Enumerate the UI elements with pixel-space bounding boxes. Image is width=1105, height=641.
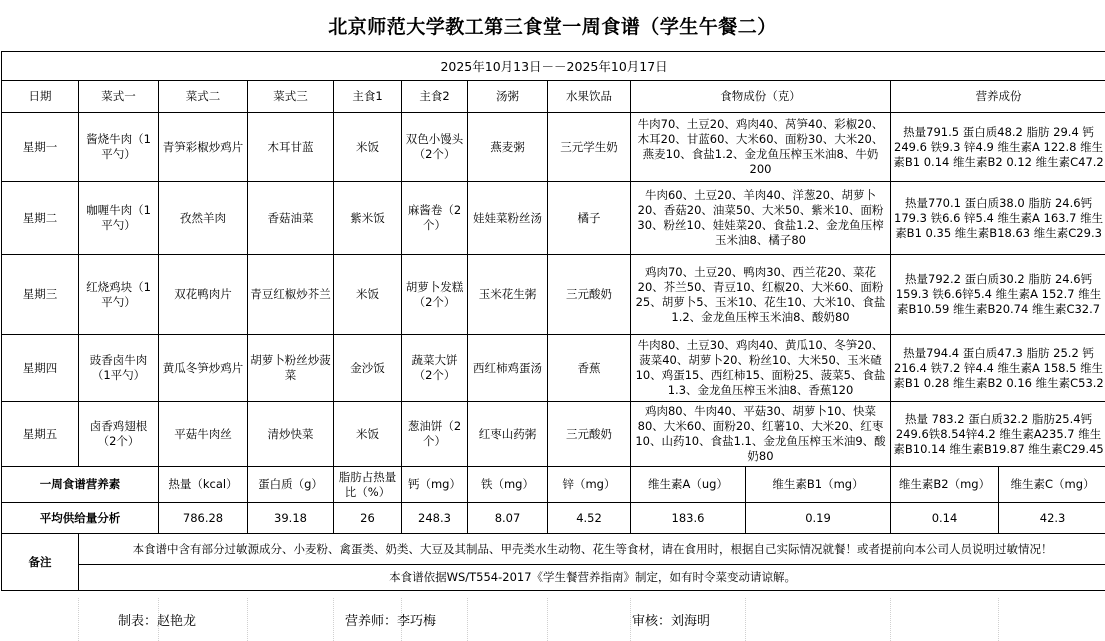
average-value: 42.3 [999, 503, 1105, 534]
ingredients: 鸡肉70、土豆20、鸭肉30、西兰花20、菜花20、芥兰50、青豆10、红椒20、大米60、面粉25、胡萝卜5、玉米10、花生10、大米10、食盐1.2、金龙鱼压榨玉米油8、酸奶80 [631, 255, 891, 335]
average-value: 4.52 [548, 503, 631, 534]
dish3: 香菇油菜 [248, 182, 334, 255]
footer-reviewer: 审核：刘海明 [632, 614, 711, 629]
footer-maker: 制表：赵艳龙 [118, 614, 197, 629]
header-dish1: 菜式一 [79, 81, 159, 113]
day-row [2, 182, 1105, 255]
dish1: 豉香卤牛肉（1平勺） [79, 335, 159, 402]
dish2: 平菇牛肉丝 [159, 402, 248, 467]
dish1: 卤香鸡翅根（2个） [79, 402, 159, 467]
dish1: 咖喱牛肉（1平勺） [79, 182, 159, 255]
nutrition: 热量791.5 蛋白质48.2 脂肪 29.4 钙249.6 铁9.3 锌4.9 维生素A 122.8 维生素B1 0.14 维生素B2 0.12 维生素C47.2 [891, 113, 1105, 182]
dish2: 双花鸭肉片 [159, 255, 248, 335]
nutrient-header: 锌（mg） [548, 467, 631, 503]
nutrient-header: 维生素B1（mg） [746, 467, 891, 503]
header-staple2: 主食2 [402, 81, 468, 113]
average-value: 0.19 [746, 503, 891, 534]
notes-row [2, 534, 1105, 565]
soup: 玉米花生粥 [468, 255, 548, 335]
dish1: 酱烧牛肉（1平勺） [79, 113, 159, 182]
date-range-row [2, 52, 1105, 81]
footer [0, 598, 1105, 641]
staple1: 金沙饭 [334, 335, 402, 402]
staple2: 葱油饼（2个） [402, 402, 468, 467]
notes-allergen: 本食谱中含有部分过敏源成分、小麦粉、禽蛋类、奶类、大豆及其制品、甲壳类水生动物、花生等食材，请在食用时，根据自己实际情况就餐！或者提前向本公司人员说明过敏情况！ [79, 534, 1105, 565]
header-staple1: 主食1 [334, 81, 402, 113]
ingredients: 牛肉70、土豆20、鸡肉40、莴笋40、彩椒20、木耳20、甘蓝60、大米60、面粉30、大米20、燕麦10、食盐1.2、金龙鱼压榨玉米油8、牛奶200 [631, 113, 891, 182]
average-label: 平均供给量分析 [2, 503, 159, 534]
staple1: 紫米饭 [334, 182, 402, 255]
header-row [2, 81, 1105, 113]
header-dish2: 菜式二 [159, 81, 248, 113]
fruit: 橘子 [548, 182, 631, 255]
day-row [2, 113, 1105, 182]
footer-dietitian: 营养师：李巧梅 [345, 614, 437, 629]
day-label: 星期四 [2, 335, 79, 402]
average-row [2, 503, 1105, 534]
fruit: 三元酸奶 [548, 402, 631, 467]
nutrient-header: 维生素B2（mg） [891, 467, 999, 503]
fruit: 三元酸奶 [548, 255, 631, 335]
header-dish3: 菜式三 [248, 81, 334, 113]
header-fruit: 水果饮品 [548, 81, 631, 113]
fruit: 香蕉 [548, 335, 631, 402]
average-value: 786.28 [159, 503, 248, 534]
header-nutrition: 营养成份 [891, 81, 1105, 113]
day-label: 星期五 [2, 402, 79, 467]
average-value: 8.07 [468, 503, 548, 534]
staple1: 米饭 [334, 113, 402, 182]
nutrition: 热量770.1 蛋白质38.0 脂肪 24.6钙179.3 铁6.6 锌5.4 维生素A 163.7 维生素B1 0.35 维生素B18.63 维生素C29.3 [891, 182, 1105, 255]
nutrition: 热量 783.2 蛋白质32.2 脂肪25.4钙249.6铁8.54锌4.2 维生素A235.7 维生素B10.14 维生素B19.87 维生素C29.45 [891, 402, 1105, 467]
nutrient-header: 热量（kcal） [159, 467, 248, 503]
staple2: 蔬菜大饼（2个） [402, 335, 468, 402]
day-label: 星期三 [2, 255, 79, 335]
day-row [2, 255, 1105, 335]
menu-table [1, 51, 1105, 591]
ingredients: 鸡肉80、牛肉40、平菇30、胡萝卜10、快菜80、大米60、面粉20、红薯10、大米20、红枣10、山药10、食盐1.1、金龙鱼压榨玉米油9、酸奶80 [631, 402, 891, 467]
day-label: 星期二 [2, 182, 79, 255]
average-value: 183.6 [631, 503, 746, 534]
nutrient-header: 脂肪占热量比（%） [334, 467, 402, 503]
page-title: 北京师范大学教工第三食堂一周食谱（学生午餐二） [328, 15, 777, 38]
soup: 西红柿鸡蛋汤 [468, 335, 548, 402]
dish1: 红烧鸡块（1平勺） [79, 255, 159, 335]
day-row [2, 335, 1105, 402]
notes-guideline: 本食谱依据WS/T554-2017《学生餐营养指南》制定，如有时令菜变动请谅解。 [79, 565, 1105, 591]
average-value: 248.3 [402, 503, 468, 534]
fruit: 三元学生奶 [548, 113, 631, 182]
dish2: 孜然羊肉 [159, 182, 248, 255]
staple1: 米饭 [334, 255, 402, 335]
day-label: 星期一 [2, 113, 79, 182]
dish2: 青笋彩椒炒鸡片 [159, 113, 248, 182]
nutrient-header: 维生素A（ug） [631, 467, 746, 503]
ingredients: 牛肉80、土豆30、鸡肉40、黄瓜10、冬笋20、菠菜40、胡萝卜20、粉丝10、大米50、玉米碴10、鸡蛋15、西红柿15、面粉25、菠菜5、食盐1.3、金龙鱼压榨玉米油8、香蕉120 [631, 335, 891, 402]
dish3: 青豆红椒炒芥兰 [248, 255, 334, 335]
day-row [2, 402, 1105, 467]
dish3: 胡萝卜粉丝炒菠菜 [248, 335, 334, 402]
nutrient-header: 维生素C（mg） [999, 467, 1105, 503]
average-value: 26 [334, 503, 402, 534]
header-ingredients: 食物成份（克） [631, 81, 891, 113]
average-value: 39.18 [248, 503, 334, 534]
nutrition: 热量794.4 蛋白质47.3 脂肪 25.2 钙216.4 铁7.2 锌4.4 维生素A 158.5 维生素B1 0.28 维生素B2 0.16 维生素C53.2 [891, 335, 1105, 402]
date-range: 2025年10月13日－－2025年10月17日 [2, 52, 1105, 81]
nutrition: 热量792.2 蛋白质30.2 脂肪 24.6钙159.3 铁6.6锌5.4 维生素A 152.7 维生素B10.59 维生素B20.74 维生素C32.7 [891, 255, 1105, 335]
header-date: 日期 [2, 81, 79, 113]
nutrient-header: 铁（mg） [468, 467, 548, 503]
nutrient-header: 钙（mg） [402, 467, 468, 503]
staple1: 米饭 [334, 402, 402, 467]
notes-label: 备注 [2, 534, 79, 591]
notes-row [2, 565, 1105, 591]
soup: 燕麦粥 [468, 113, 548, 182]
soup: 红枣山药粥 [468, 402, 548, 467]
header-soup: 汤粥 [468, 81, 548, 113]
weekly-nutrients-row [2, 467, 1105, 503]
ingredients: 牛肉60、土豆20、羊肉40、洋葱20、胡萝卜20、香菇20、油菜50、大米50、紫米10、面粉30、粉丝10、娃娃菜20、食盐1.2、金龙鱼压榨玉米油8、橘子80 [631, 182, 891, 255]
nutrient-header: 蛋白质（g） [248, 467, 334, 503]
soup: 娃娃菜粉丝汤 [468, 182, 548, 255]
staple2: 胡萝卜发糕（2个） [402, 255, 468, 335]
dish2: 黄瓜冬笋炒鸡片 [159, 335, 248, 402]
staple2: 双色小馒头（2个） [402, 113, 468, 182]
dish3: 清炒快菜 [248, 402, 334, 467]
weekly-label: 一周食谱营养素 [2, 467, 159, 503]
staple2: 麻酱卷（2个） [402, 182, 468, 255]
average-value: 0.14 [891, 503, 999, 534]
dish3: 木耳甘蓝 [248, 113, 334, 182]
